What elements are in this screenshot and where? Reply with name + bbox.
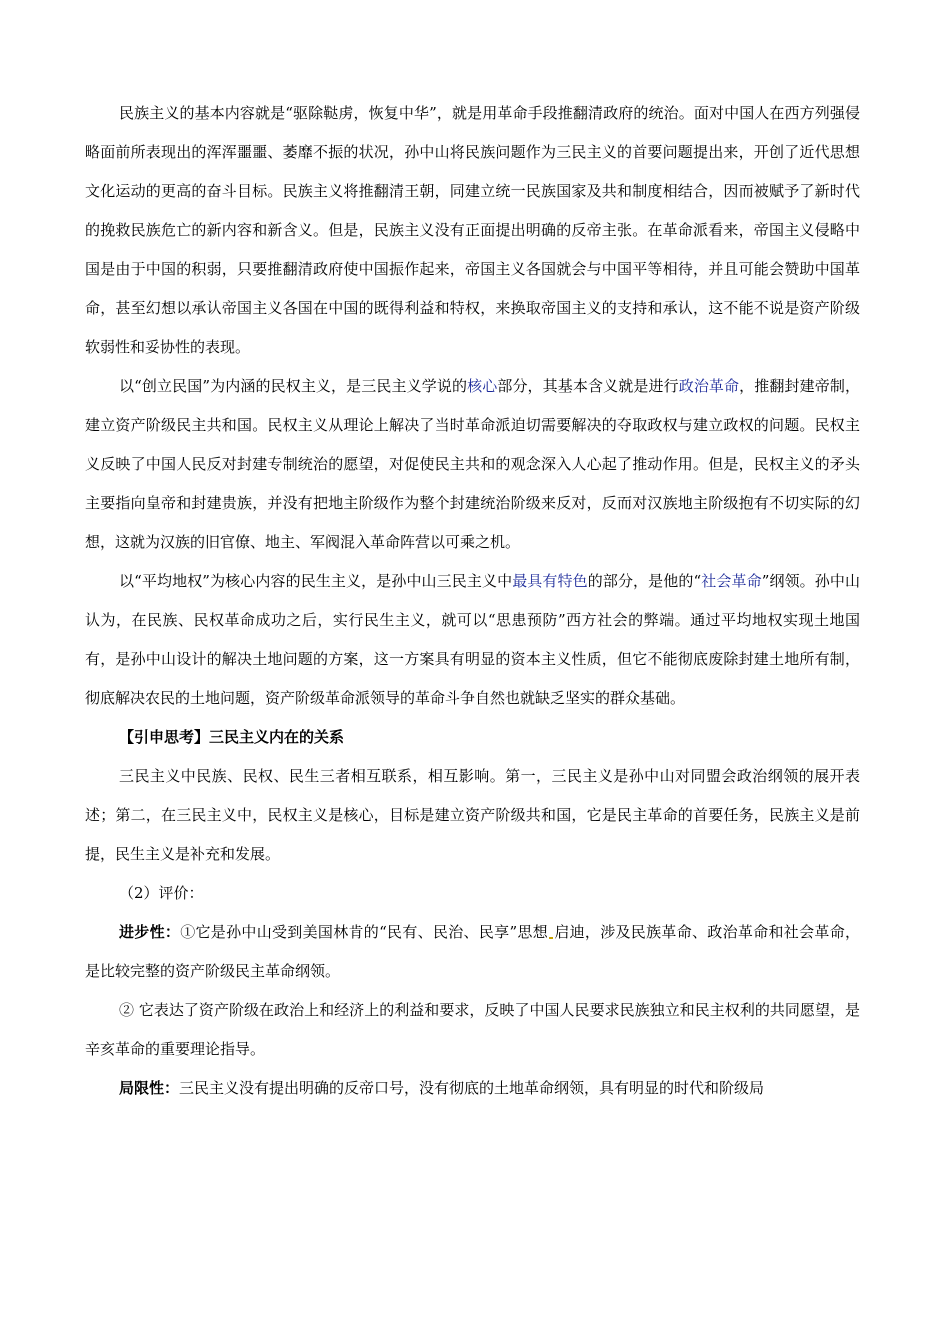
paragraph-democracy bbox=[85, 367, 860, 562]
document-body bbox=[85, 94, 860, 1108]
highlight-most-distinctive: 最具有特色 bbox=[512, 572, 588, 590]
paragraph-evaluation-label: （2）评价： bbox=[119, 884, 204, 902]
paragraph-progressiveness bbox=[85, 913, 860, 991]
text-segment: 以“平均地权”为核心内容的民生主义，是孙中山三民主义中 bbox=[119, 572, 513, 590]
paragraph-progressiveness-2: ② 它表达了资产阶级在政治上和经济上的利益和要求，反映了中国人民要求民族独立和民主权利的共同愿望，是辛亥革命的重要理论指导。 bbox=[85, 1001, 860, 1058]
paragraph-nationalism: 民族主义的基本内容就是“驱除鞑虏，恢复中华”，就是用革命手段推翻清政府的统治。面对中国人在西方列强侵略面前所表现出的浑浑噩噩、萎靡不振的状况，孙中山将民族问题作为三民主义的首要问题提出来，开创了近代思想文化运动的更高的奋斗目标。民族主义将推翻清王朝，同建立统一民族国家及共和制度相结合，因而被赋予了新时代的挽救民族危亡的新内容和新含义。但是，民族主义没有正面提出明确的反帝主张。在革命派看来，帝国主义侵略中国是由于中国的积弱，只要推翻清政府使中国振作起来，帝国主义各国就会与中国平等相待，并且可能会赞助中国革命，甚至幻想以承认帝国主义各国在中国的既得利益和特权，来换取帝国主义的支持和承认，这不能不说是资产阶级软弱性和妥协性的表现。 bbox=[85, 104, 860, 356]
paragraph-livelihood bbox=[85, 562, 860, 718]
paragraph-relationship: 三民主义中民族、民权、民生三者相互联系，相互影响。第一，三民主义是孙中山对同盟会政治纲领的展开表述；第二，在三民主义中，民权主义是核心，目标是建立资产阶级共和国，它是民主革命的首要任务，民族主义是前提，民生主义是补充和发展。 bbox=[85, 767, 860, 863]
text-segment: 三民主义没有提出明确的反帝口号，没有彻底的土地革命纲领，具有明显的时代和阶级局 bbox=[179, 1079, 765, 1097]
limitations-label: 局限性： bbox=[119, 1079, 180, 1097]
text-segment: ①它是孙中山受到美国林肯的“民有、民治、民享”思想 bbox=[180, 923, 549, 941]
edit-mark-icon bbox=[549, 927, 553, 939]
text-segment: 部分，其基本含义就是进行 bbox=[497, 377, 679, 395]
text-segment: 启迪，涉及民族革命、政治革命和社会革命，是比较完整的资产阶级民主革命纲领。 bbox=[85, 923, 860, 980]
text-segment: ”纲领。孙中山认为，在民族、民权革命成功之后，实行民生主义，就可以“思患预防”西方社会的弊端。通过平均地权实现土地国有，是孙中山设计的解决土地问题的方案，这一方案具有明显的资本主义性质，但它不能彻底废除封建土地所有制，彻底解决农民的土地问题，资产阶级革命派领导的革命斗争自然也就缺乏坚实的群众基础。 bbox=[85, 572, 860, 707]
text-segment: 以“创立民国”为内涵的民权主义，是三民主义学说的 bbox=[119, 377, 468, 395]
section-heading: 【引申思考】三民主义内在的关系 bbox=[119, 728, 345, 746]
paragraph-limitations bbox=[85, 1069, 860, 1108]
highlight-social-revolution: 社会革命 bbox=[701, 572, 762, 590]
text-segment: ，推翻封建帝制，建立资产阶级民主共和国。民权主义从理论上解决了当时革命派迫切需要解决的夺取政权与建立政权的问题。民权主义反映了中国人民反对封建专制统治的愿望，对促使民主共和的观念深入人心起了推动作用。但是，民权主义的矛头主要指向皇帝和封建贵族，并没有把地主阶级作为整个封建统治阶级来反对，反而对汉族地主阶级抱有不切实际的幻想，这就为汉族的旧官僚、地主、军阀混入革命阵营以可乘之机。 bbox=[85, 377, 860, 551]
text-segment: 的部分，是他的“ bbox=[587, 572, 702, 590]
progressiveness-label: 进步性： bbox=[119, 923, 181, 941]
highlight-core: 核心 bbox=[467, 377, 498, 395]
highlight-political-revolution: 政治革命 bbox=[678, 377, 740, 395]
